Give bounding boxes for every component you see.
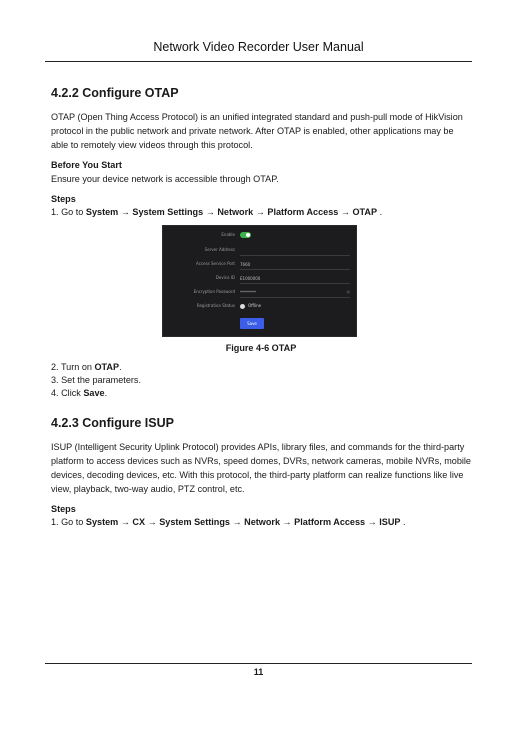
otap-steps-title: Steps [51,194,76,204]
access-port-row: Access Service Port 7660 [163,259,356,273]
encryption-row: Encryption Password ******** ◎ [163,287,356,301]
eye-icon[interactable]: ◎ [346,289,350,294]
page-header: Network Video Recorder User Manual [153,40,364,54]
header-divider [45,61,472,62]
device-id-field[interactable]: E1000000 [240,274,350,284]
access-port-field[interactable]: 7660 [240,260,350,270]
footer-divider [45,663,472,664]
isup-step-1: 1. Go to System → CX → System Settings → Network → Platform Access → ISUP . [51,517,406,527]
otap-step-4: 4. Click Save. [51,388,108,398]
enable-toggle[interactable] [240,232,251,238]
before-you-start-title: Before You Start [51,160,122,170]
otap-heading: 4.2.2 Configure OTAP [51,86,179,100]
figure-caption: Figure 4-6 OTAP [225,343,297,353]
enable-row: Enable [163,230,356,244]
server-address-field[interactable] [240,246,350,256]
status-icon [240,304,245,309]
before-you-start-text: Ensure your device network is accessible through OTAP. [51,174,279,184]
isup-heading: 4.2.3 Configure ISUP [51,416,174,430]
encryption-password-field[interactable]: ******** [240,288,350,298]
otap-intro: OTAP (Open Thing Access Protocol) is an unified integrated standard and push-pull mode of HikVision protocol in the public network and private network. After OTAP is enabled, other applications may be able to remotely view videos through this protocol. [51,112,463,150]
page-number: 11 [253,667,264,677]
save-button[interactable]: Save [240,318,264,329]
registration-row: Registration Status Offline [196,303,262,308]
otap-step-1: 1. Go to System → System Settings → Network → Platform Access → OTAP . [51,207,383,217]
otap-step-2: 2. Turn on OTAP. [51,362,122,372]
isup-intro: ISUP (Intelligent Security Uplink Protocol) provides APIs, library files, and commands for the third-party platform to access devices such as NVRs, speed domes, DVRs, network cameras, mobile NVRs, mobile devices, decoding devices, etc. With this protocol, the third-party platform can realize functions like live view, playback, two-way audio, PTZ control, etc. [51,442,471,494]
otap-step-3: 3. Set the parameters. [51,375,141,385]
page-content [51,86,471,529]
isup-steps-title: Steps [51,504,76,514]
otap-settings-screenshot [162,225,357,337]
server-address-row: Server Address [163,245,356,259]
device-id-row: Device ID E1000000 [163,273,356,287]
registration-status: Offline [248,303,262,308]
